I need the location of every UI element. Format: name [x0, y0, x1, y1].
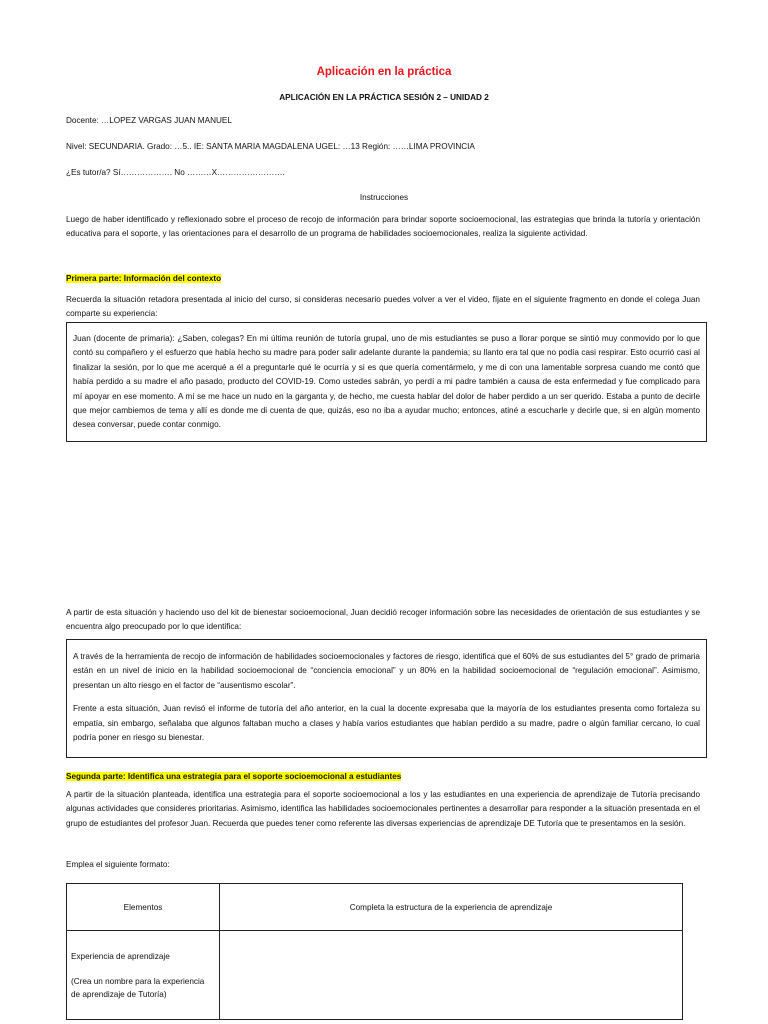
part1-heading: Primera parte: Información del contexto [66, 274, 222, 283]
table-header-row [67, 884, 683, 931]
nivel-line: Nivel: SECUNDARIA. Grado: …5.. IE: SANTA MARIA MAGDALENA UGEL: …13 Región: ……LIMA PROVINCIA [66, 142, 475, 151]
session-subtitle: APLICACIÓN EN LA PRÁCTICA SESIÓN 2 – UNIDAD 2 [279, 93, 489, 102]
format-label: Emplea el siguiente formato: [66, 860, 170, 869]
situation-box [66, 639, 707, 758]
juan-quote-box [66, 322, 707, 442]
row-experiencia-title: Experiencia de aprendizaje [71, 951, 170, 961]
situation-paragraph-1: A través de la herramienta de recojo de información de habilidades socioemocionales y factores de riesgo, identifica que el 60% de sus estudiantes del 5° grado de primaria están en un nivel de inicio en la habilidad socioemocional de “conciencia emocional” y un 80% en la habilidad socioemocional de “regulación emocional”. Asimismo, presentan un alto riesgo en el factor de “ausentismo escolar”. [73, 652, 700, 690]
table-row [67, 931, 683, 1020]
header-completa: Completa la estructura de la experiencia de aprendizaje [220, 884, 683, 931]
docente-line: Docente: …LOPEZ VARGAS JUAN MANUEL [66, 116, 232, 125]
situation-intro: A partir de esta situación y haciendo uso del kit de bienestar socioemocional, Juan decidió recoger información sobre las necesidades de orientación de sus estudiantes y se encuentra algo preocupado por lo que identifica: [66, 608, 700, 632]
experience-format-table [66, 883, 683, 1020]
instructions-heading: Instrucciones [359, 193, 409, 202]
instructions-text: Luego de haber identificado y reflexionado sobre el proceso de recojo de información para brindar soporte socioemocional, las estrategias que brinda la tutoría y orientación educativa para el soporte, y las orientaciones para el desarrollo de un programa de habilidades socioemocionales, realiza la siguiente actividad. [66, 215, 700, 239]
juan-quote-text: Juan (docente de primaria): ¿Saben, colegas? En mi última reunión de tutoría grupal, uno de mis estudiantes se puso a llorar porque se sintió muy conmovido por lo que contó su compañero y el esfuerzo que había hecho su madre para poder salir adelante durante la pandemia; su llanto era tal que no podía casi respirar. Esto ocurrió casi al finalizar la sesión, por lo que me acerqué a él a preguntarle qué le ocurría y si es que quería comentármelo, y me di con una lamentable sorpresa cuando me contó que había perdido a su madre el año pasado, producto del COVID-19. Como ustedes sabrán, yo perdí a mi padre también a causa de esta enfermedad y fue complicado para mí apoyar en ese momento. A mí se me hace un nudo en la garganta y, de hecho, me cuesta hablar del dolor de haber perdido a un ser querido. Estaba a punto de decirle que mejor cambiemos de tema y allí es donde me di cuenta de que, quizás, eso no iba a ayudar mucho; entonces, atiné a escucharle y decirle que, si en algún momento desea conversar, puede contar conmigo. [73, 334, 700, 430]
header-elementos: Elementos [67, 884, 220, 931]
row-experiencia-label [67, 931, 220, 1020]
part2-text: A partir de la situación planteada, identifica una estrategia para el soporte socioemocional a los y las estudiantes en una experiencia de aprendizaje de Tutoría precisando algunas actividades que consideres prioritarias. Asimismo, identifica las habilidades socioemocionales pertinentes a desarrollar para responder a la situación presentada en el grupo de estudiantes del profesor Juan. Recuerda que puedes tener como referente las diversas experiencias de aprendizaje DE Tutoría que te presentamos en la sesión. [66, 790, 700, 828]
tutor-line: ¿Es tutor/a? Sí………………. No ………X……………………. [66, 168, 285, 177]
row-experiencia-answer[interactable] [220, 931, 683, 1020]
row-experiencia-note: (Crea un nombre para la experiencia de aprendizaje de Tutoría) [71, 976, 205, 999]
part1-intro: Recuerda la situación retadora presentada al inicio del curso, si consideras necesario puedes volver a ver el video, fíjate en el siguiente fragmento en donde el colega Juan comparte su experiencia: [66, 295, 700, 319]
page-title: Aplicación en la práctica [316, 66, 452, 78]
part2-heading: Segunda parte: Identifica una estrategia para el soporte socioemocional a estudiantes [66, 772, 402, 781]
situation-paragraph-2: Frente a esta situación, Juan revisó el informe de tutoría del año anterior, en la cual la docente expresaba que la mayoría de los estudiantes presenta como fortaleza su empatía, sin embargo, señalaba que algunos faltaban mucho a clases y había varios estudiantes que habían perdido a su madre, padre o algún familiar cercano, lo cual podría poner en riesgo su bienestar. [73, 704, 700, 743]
